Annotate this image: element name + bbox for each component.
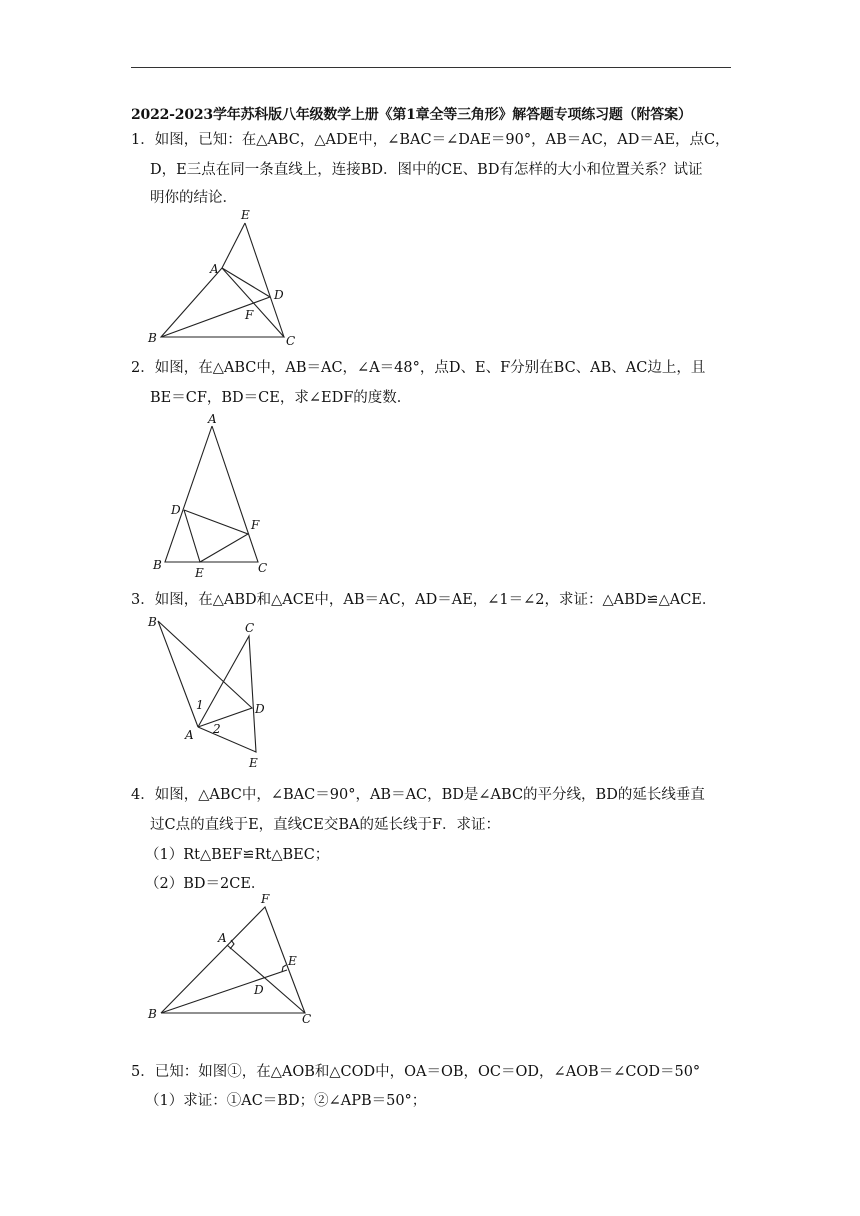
problem-2-figure	[145, 412, 285, 582]
fig3-label-e: E	[249, 756, 258, 770]
fig1-label-b: B	[148, 331, 157, 345]
document-title: 2022-2023学年苏科版八年级数学上册《第1章全等三角形》解答题专项练习题（附答案）	[131, 107, 692, 123]
fig1-segment-ad	[222, 268, 270, 297]
fig1-segment-ae	[222, 223, 245, 268]
fig4-segment-be	[161, 970, 287, 1013]
fig3-triangle-abd	[158, 621, 255, 727]
fig2-label-b: B	[153, 558, 162, 572]
fig4-label-e: E	[288, 954, 297, 968]
problem-3-line-1: 3．如图，在△ABD和△ACE中，AB＝AC，AD＝AE，∠1＝∠2，求证：△ABD≌△ACE．	[131, 592, 717, 608]
header-rule	[131, 67, 731, 68]
fig1-label-f: F	[245, 308, 254, 322]
fig2-label-f: F	[251, 518, 260, 532]
fig3-triangle-ace	[198, 636, 256, 752]
problem-3-figure	[145, 610, 275, 770]
fig3-label-c: C	[245, 621, 255, 635]
problem-4-part-1: （1）Rt△BEF≌Rt△BEC；	[145, 847, 330, 863]
fig2-label-a: A	[208, 412, 217, 426]
fig3-label-a: A	[185, 728, 194, 742]
fig4-label-b: B	[148, 1007, 157, 1021]
fig3-label-d: D	[255, 702, 265, 716]
problem-1-line-3: 明你的结论．	[150, 190, 237, 206]
problem-4-line-2: 过C点的直线于E，直线CE交BA的延长线于F．求证：	[150, 817, 501, 833]
fig4-label-a: A	[218, 931, 227, 945]
problem-4-figure	[145, 893, 325, 1028]
fig1-label-a: A	[210, 262, 219, 276]
problem-4-part-2: （2）BD＝2CE．	[145, 876, 266, 892]
fig2-triangle-abc	[165, 426, 258, 562]
fig1-label-d: D	[274, 288, 284, 302]
fig2-label-c: C	[258, 561, 268, 575]
fig2-label-d: D	[171, 503, 181, 517]
fig3-label-2: 2	[213, 722, 221, 736]
fig2-triangle-def	[184, 510, 248, 562]
problem-2-line-1: 2．如图，在△ABC中，AB＝AC，∠A＝48°，点D、E、F分别在BC、AB、AC边上，且	[131, 360, 706, 376]
fig4-triangle-bfc	[161, 907, 305, 1013]
problem-5-part-1: （1）求证：①AC＝BD；②∠APB＝50°；	[145, 1093, 427, 1109]
fig2-label-e: E	[195, 566, 204, 580]
problem-5-line-1: 5．已知：如图①，在△AOB和△COD中，OA＝OB，OC＝OD，∠AOB＝∠COD＝50°	[131, 1064, 701, 1080]
fig1-label-c: C	[286, 334, 296, 348]
problem-4-line-1: 4．如图，△ABC中，∠BAC＝90°，AB＝AC，BD是∠ABC的平分线，BD的延长线垂直	[131, 787, 705, 803]
fig1-segment-bd	[161, 297, 270, 337]
fig4-label-d: D	[254, 983, 264, 997]
problem-1-line-1: 1．如图，已知：在△ABC，△ADE中，∠BAC＝∠DAE＝90°，AB＝AC，AD＝AE，点C，	[131, 132, 730, 148]
fig1-triangle-abc	[161, 268, 284, 337]
problem-1-figure	[140, 205, 310, 350]
problem-2-line-2: BE＝CF，BD＝CE，求∠EDF的度数．	[150, 390, 412, 406]
fig3-label-b: B	[148, 615, 157, 629]
fig4-label-f: F	[261, 892, 270, 906]
fig3-label-1: 1	[196, 698, 204, 712]
fig1-label-e: E	[241, 208, 250, 222]
fig4-label-c: C	[302, 1012, 312, 1026]
problem-1-line-2: D，E三点在同一条直线上，连接BD．图中的CE、BD有怎样的大小和位置关系？试证	[150, 162, 703, 178]
